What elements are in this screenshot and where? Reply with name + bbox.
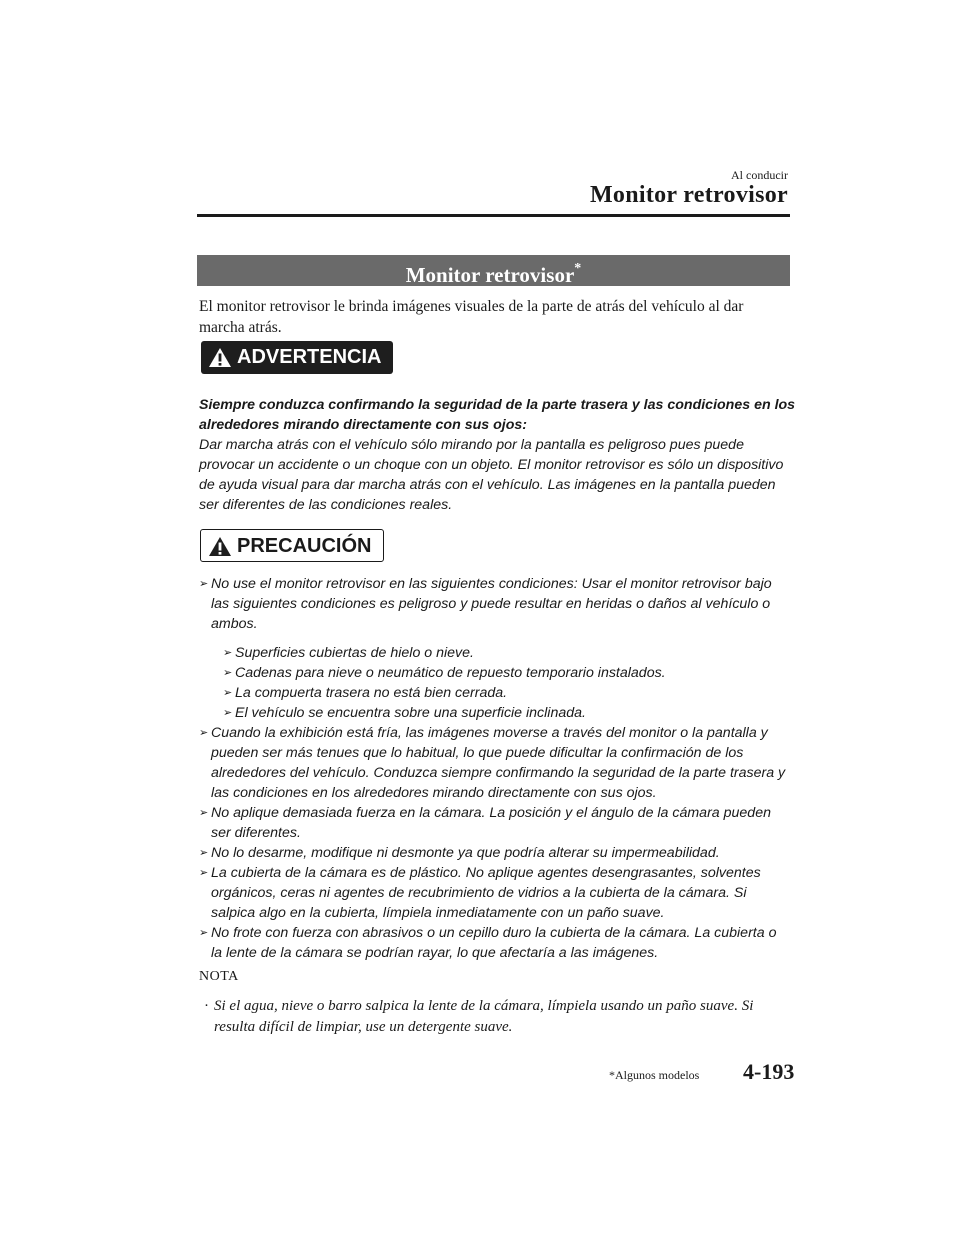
section-title-bar [197, 255, 790, 286]
warning-bold-line: alrededores mirando directamente con sus ojos: [199, 417, 527, 433]
caution-sub-item [223, 683, 799, 703]
warning-line: ser diferentes de las condiciones reales. [199, 497, 453, 513]
caution-sub-list [211, 643, 799, 723]
section-asterisk: * [574, 261, 582, 276]
warning-line: provocar un accidente o un choque con un objeto. El monitor retrovisor es sólo un dispositivo [199, 457, 784, 473]
caution-item [199, 574, 799, 723]
caution-line: No frote con fuerza con abrasivos o un cepillo duro la cubierta de la cámara. La cubierta o [211, 925, 777, 941]
warning-triangle-icon [208, 347, 232, 368]
dot-bullet-icon: · [204, 998, 209, 1014]
caution-line: alrededores del vehículo. Conduzca siempre confirmando la seguridad de la parte trasera y [211, 765, 786, 781]
footnote: *Algunos modelos [609, 1068, 700, 1082]
caution-sub-text: La compuerta trasera no está bien cerrada. [235, 685, 508, 701]
arrow-bullet-icon: ➢ [199, 727, 209, 739]
caution-item [199, 863, 799, 923]
note-text [204, 996, 794, 1038]
page-header-title: Monitor retrovisor [589, 182, 788, 208]
warning-triangle-icon [208, 536, 232, 557]
caution-line: La cubierta de la cámara es de plástico. No aplique agentes desengrasantes, solventes [211, 865, 761, 881]
caution-badge [200, 529, 384, 562]
caution-sub-text: Superficies cubiertas de hielo o nieve. [235, 645, 474, 661]
warning-bold-line: Siempre conduzca confirmando la seguridad de la parte trasera y las condiciones en los [199, 397, 796, 413]
caution-line: las siguientes condiciones es peligroso y puede resultar en heridas o daños al vehículo o [211, 596, 771, 612]
arrow-bullet-icon: ➢ [223, 667, 233, 679]
caution-sub-text: El vehículo se encuentra sobre una superficie inclinada. [235, 705, 586, 721]
caution-item [199, 923, 799, 963]
caution-item [199, 803, 799, 843]
arrow-bullet-icon: ➢ [199, 807, 209, 819]
caution-line: las condiciones en los alrededores mirando directamente con sus ojos. [211, 785, 657, 801]
warning-line: Dar marcha atrás con el vehículo sólo mirando por la pantalla es peligroso pues puede [199, 437, 744, 453]
chapter-label: Al conducir [731, 168, 788, 182]
intro-paragraph: El monitor retrovisor le brinda imágenes visuales de la parte de atrás del vehículo al dar marcha atrás. [199, 298, 744, 336]
caution-item [199, 843, 799, 863]
caution-list [199, 574, 799, 963]
caution-line: Cuando la exhibición está fría, las imágenes moverse a través del monitor o la pantalla y [211, 725, 768, 741]
caution-line: orgánicos, ceras ni agentes de recubrimiento de vidrios a la cubierta de la cámara. Si [211, 885, 747, 901]
note-line: Si el agua, nieve o barro salpica la lente de la cámara, límpiela usando un paño suave. Si [214, 998, 754, 1014]
warning-badge [201, 341, 393, 374]
caution-sub-text: Cadenas para nieve o neumático de repuesto temporario instalados. [235, 665, 666, 681]
note-line: resulta difícil de limpiar, use un detergente suave. [214, 1019, 513, 1035]
caution-line: No use el monitor retrovisor en las siguientes condiciones: Usar el monitor retrovisor bajo [211, 576, 772, 592]
caution-line: ambos. [211, 616, 258, 632]
warning-line: de ayuda visual para dar marcha atrás con el vehículo. Las imágenes en la pantalla pueden [199, 477, 776, 493]
arrow-bullet-icon: ➢ [223, 687, 233, 699]
caution-line: No aplique demasiada fuerza en la cámara. La posición y el ángulo de la cámara pueden [211, 805, 771, 821]
caution-line: pueden ser más tenues que lo habitual, lo que puede dificultar la confirmación de los [211, 745, 744, 761]
header-divider [197, 214, 790, 217]
caution-line: No lo desarme, modifique ni desmonte ya que podría alterar su impermeabilidad. [211, 845, 720, 861]
caution-sub-item [223, 703, 799, 723]
caution-line: salpica algo en la cubierta, límpiela inmediatamente con un paño suave. [211, 905, 665, 921]
arrow-bullet-icon: ➢ [199, 927, 209, 939]
caution-sub-item [223, 663, 799, 683]
arrow-bullet-icon: ➢ [223, 707, 233, 719]
arrow-bullet-icon: ➢ [199, 578, 209, 590]
section-title: Monitor retrovisor [405, 263, 575, 287]
note-title: NOTA [199, 969, 239, 984]
warning-label: ADVERTENCIA [237, 346, 382, 368]
caution-line: ser diferentes. [211, 825, 301, 841]
page-number: 4-193 [743, 1059, 795, 1084]
arrow-bullet-icon: ➢ [223, 647, 233, 659]
caution-item [199, 723, 799, 803]
arrow-bullet-icon: ➢ [199, 867, 209, 879]
warning-text [199, 395, 799, 515]
arrow-bullet-icon: ➢ [199, 847, 209, 859]
caution-label: PRECAUCIÓN [237, 535, 372, 557]
caution-line: la lente de la cámara se podrían rayar, lo que afectaría a las imágenes. [211, 945, 659, 961]
caution-sub-item [223, 643, 799, 663]
